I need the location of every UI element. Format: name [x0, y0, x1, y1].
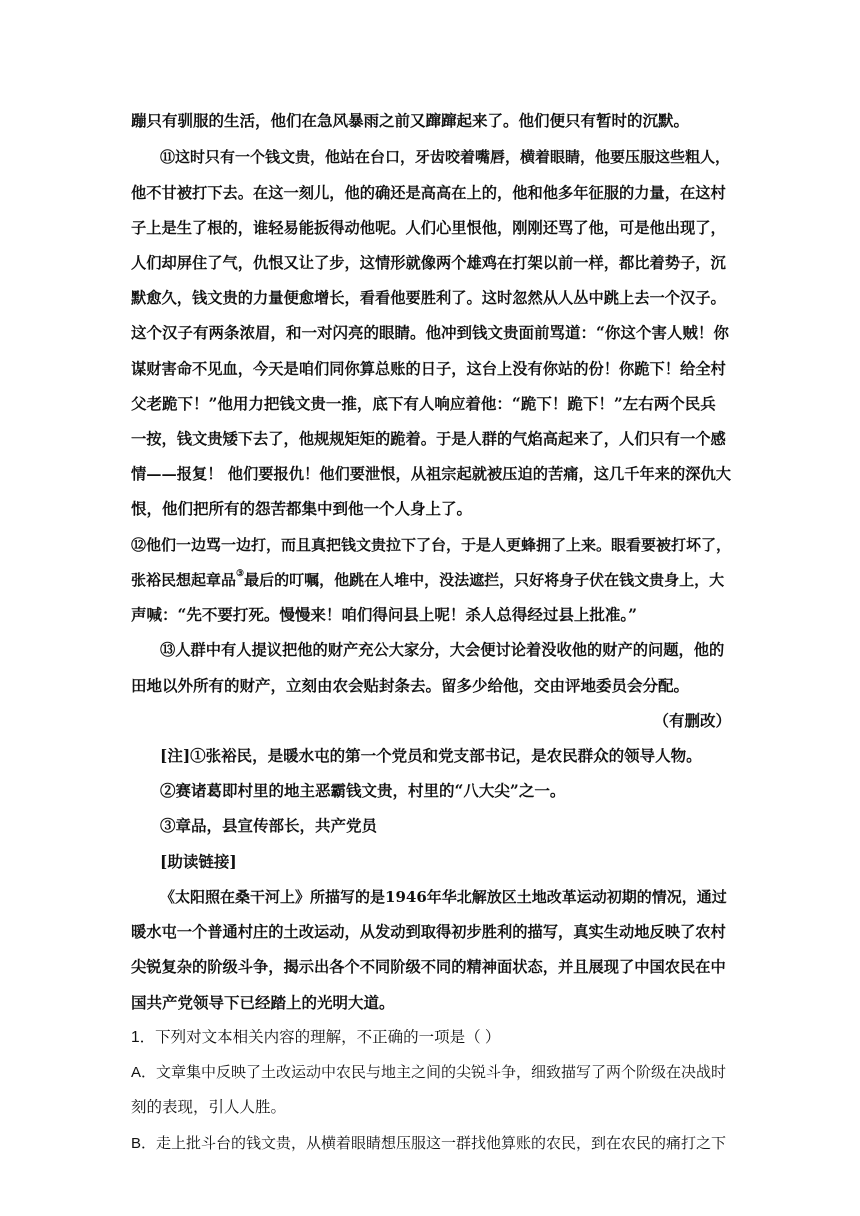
text-line: 一按，钱文贵矮下去了，他规规矩矩的跪着。于是人群的气焰高起来了，人们只有一个感: [131, 430, 726, 448]
paragraph-12-line: ⑫他们一边骂一边打，而且真把钱文贵拉下了台，于是人更蜂拥了上来。眼看要被打坏了，: [131, 536, 732, 554]
reading-link-line: 暖水屯一个普通村庄的土改运动，从发动到取得初步胜利的描写，真实生动地反映了农村: [131, 923, 726, 941]
note-2: ②赛诸葛即村里的地主恶霸钱文贵，村里的“八大尖”之一。: [160, 781, 566, 800]
text-line: 田地以外所有的财产，立刻由农会贴封条去。留多少给他，交由评地委员会分配。: [131, 676, 690, 695]
reading-link-line: 国共产党领导下已经踏上的光明大道。: [131, 993, 395, 1012]
paragraph-13-line: ⑬人群中有人提议把他的财产充公大家分，大会便讨论着没收他的财产的问题，他的: [160, 641, 725, 659]
text-line: 父老跪下！”他用力把钱文贵一推，底下有人响应着他：“跪下！跪下！”左右两个民兵: [131, 394, 716, 413]
option-a-line: A．文章集中反映了土改运动中农民与地主之间的尖锐斗争，细致描写了两个阶级在决战时: [131, 1064, 727, 1081]
note-1: [注]①张裕民，是暖水屯的第一个党员和党支部书记，是农民群众的领导人物。: [160, 746, 702, 765]
reading-link-line: 尖锐复杂的阶级斗争，揭示出各个不同阶级不同的精神面状态，并且展现了中国农民在中: [131, 958, 726, 976]
reading-link-line: 《太阳照在桑干河上》所描写的是1946年华北解放区土地改革运动初期的情况，通过: [160, 888, 727, 906]
text-line: 他不甘被打下去。在这一刻儿，他的确还是高高在上的，他和他多年征服的力量，在这村: [131, 184, 726, 202]
text-line: 子上是生了根的，谁轻易能扳得动他呢。人们心里恨他，刚刚还骂了他，可是他出现了，: [131, 219, 726, 237]
reading-link-heading: [助读链接]: [160, 852, 237, 871]
text-segment: 张裕民想起章品: [131, 571, 237, 589]
footnote-mark: ③: [236, 569, 245, 579]
paragraph-11-line: ⑪这时只有一个钱文贵，他站在台口，牙齿咬着嘴唇，横着眼睛，他要压服这些粗人，: [160, 148, 731, 166]
text-line: 这个汉子有两条浓眉，和一对闪亮的眼睛。他冲到钱文贵面前骂道：“你这个害人贼！你: [131, 323, 729, 342]
text-line: 谋财害命不见血，今天是咱们同你算总账的日子，这台上没有你站的份！你跪下！给全村: [131, 360, 726, 378]
source-note: （有删改）: [653, 711, 731, 730]
question-1: 1．下列对文本相关内容的理解，不正确的一项是（ ）: [131, 1029, 501, 1046]
text-segment: 最后的叮嘱，他跳在人堆中，没法遮拦，只好将身子伏在钱文贵身上，大: [244, 571, 725, 589]
text-line: 情——报复！ 他们要报仇！他们要泄恨，从祖宗起就被压迫的苦痛，这几千年来的深仇大: [131, 465, 732, 483]
text-line: 恨，他们把所有的怨苦都集中到他一个人身上了。: [131, 499, 473, 518]
note-3: ③章品，县宣传部长，共产党员: [160, 816, 378, 835]
option-a-line: 刻的表现，引人人胜。: [131, 1099, 287, 1116]
option-b-line: B．走上批斗台的钱文贵，从横着眼睛想压服这一群找他算账的农民，到在农民的痛打之下: [131, 1135, 727, 1152]
text-line: 默愈久，钱文贵的力量便愈增长，看看他要胜利了。这时忽然从人丛中跳上去一个汉子。: [131, 289, 726, 307]
text-line: 人们却屏住了气，仇恨又让了步，这情形就像两个雄鸡在打架以前一样，都比着势子，沉: [131, 254, 726, 272]
text-line-with-footnote: [131, 569, 731, 591]
text-line: 声喊：“先不要打死。慢慢来！咱们得问县上呢！杀人总得经过县上批准。”: [131, 605, 638, 624]
text-line: 蹦只有驯服的生活，他们在急风暴雨之前又蹿蹿起来了。他们便只有暂时的沉默。: [131, 111, 690, 130]
